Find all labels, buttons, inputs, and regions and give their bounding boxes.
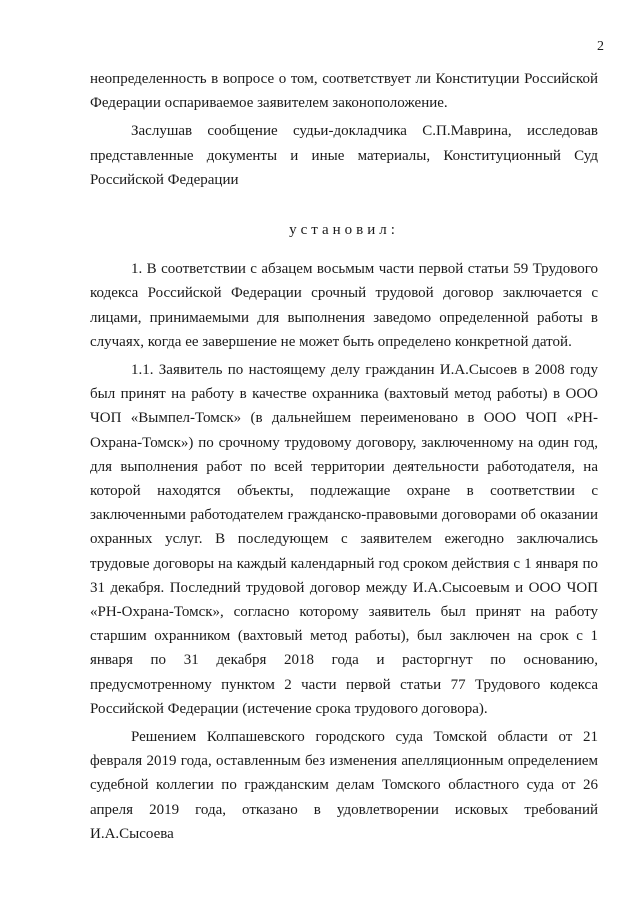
paragraph-continuation: неопределенность в вопросе о том, соответствует ли Конституции Российской Федерации оспариваемое заявителем законоположение.	[90, 71, 598, 112]
paragraph-1: 1. В соответствии с абзацем восьмым части первой статьи 59 Трудового кодекса Российской Федерации срочный трудовой договор заключается с лицами, принимаемыми для выполнения заведомо определенной работы в случаях, когда ее завершение не может быть определено конкретной датой.	[90, 261, 598, 350]
document-body	[90, 67, 598, 846]
page-number: 2	[597, 39, 604, 54]
paragraph-decision: Решением Колпашевского городского суда Томской области от 21 февраля 2019 года, оставленным без изменения апелляционным определением судебной коллегии по гражданским делам Томского областного суда от 26 апреля 2019 года, отказано в удовлетворении исковых требований И.А.Сысоева	[90, 729, 598, 842]
section-heading: установил:	[289, 222, 399, 239]
paragraph-hearing: Заслушав сообщение судьи-докладчика С.П.Маврина, исследовав представленные документы и иные материалы, Конституционный Суд Российской Федерации	[90, 123, 598, 188]
paragraph-1-1: 1.1. Заявитель по настоящему делу гражданин И.А.Сысоев в 2008 году был принят на работу в качестве охранника (вахтовый метод работы) в ООО ЧОП «Вымпел-Томск» (в дальнейшем переименовано в ООО ЧОП «РН-Охрана-Томск») по срочному трудовому договору, заключенному на один год, для выполнения работ по всей территории деятельности работодателя, на которой находятся объекты, подлежащие охране в соответствии с заключенными работодателем гражданско-правовыми договорами об оказании охранных услуг. В последующем с заявителем ежегодно заключались трудовые договоры на каждый календарный год сроком действия с 1 января по 31 декабря. Последний трудовой договор между И.А.Сысоевым и ООО ЧОП «РН-Охрана-Томск», согласно которому заявитель был принят на работу старшим охранником (вахтовый метод работы), был заключен на срок с 1 января по 31 декабря 2018 года и расторгнут по основанию, предусмотренному пунктом 2 части первой статьи 77 Трудового кодекса Российской Федерации (истечение срока трудового договора).	[90, 362, 598, 717]
